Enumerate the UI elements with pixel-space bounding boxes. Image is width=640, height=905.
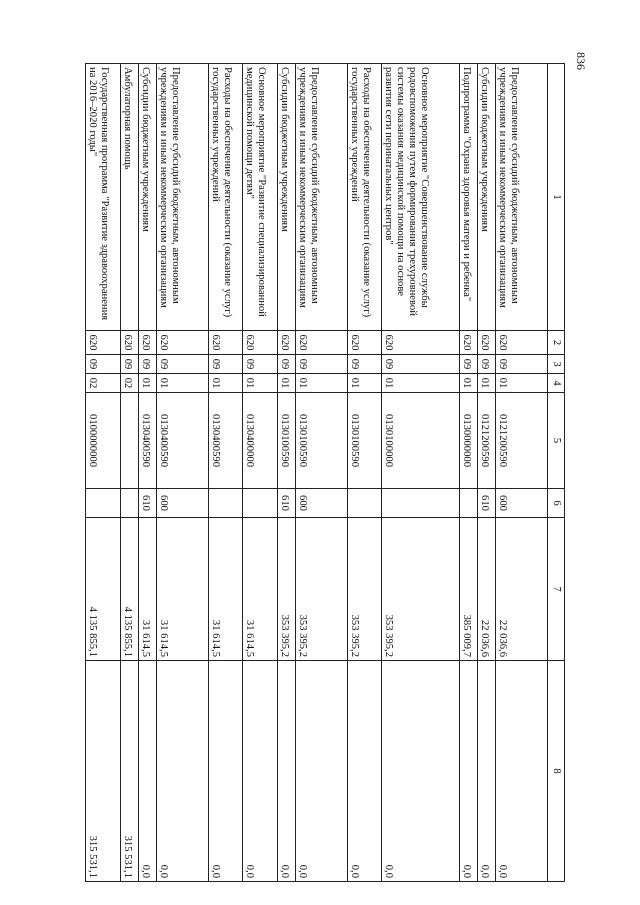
cell-c2: 620: [138, 331, 156, 355]
cell-c8: 0,0: [296, 661, 348, 882]
cell-c3: 09: [138, 355, 156, 374]
cell-c2: 620: [157, 331, 209, 355]
cell-c7: 353 395,2: [382, 518, 460, 661]
column-header: 6: [548, 489, 565, 518]
row-name-cell: Субсидии бюджетным учреждениям: [138, 64, 156, 331]
cell-c6: 600: [296, 489, 348, 518]
cell-c3: 09: [459, 355, 477, 374]
cell-c3: 09: [86, 355, 121, 374]
cell-c3: 09: [347, 355, 381, 374]
cell-c2: 620: [243, 331, 277, 355]
rotated-page: [85, 63, 565, 881]
cell-c5: 0130400000: [243, 393, 277, 489]
cell-c7: 385 009,7: [459, 518, 477, 661]
cell-c3: 09: [277, 355, 295, 374]
row-name-cell: Подпрограмма "Охрана здоровья матери и ребенка": [459, 64, 477, 331]
column-header: 8: [548, 661, 565, 882]
column-header: 7: [548, 518, 565, 661]
table-row: [86, 64, 121, 882]
cell-c8: 0,0: [459, 661, 477, 882]
cell-c5: 0130100590: [347, 393, 381, 489]
table-row: [478, 64, 496, 882]
cell-c3: 09: [243, 355, 277, 374]
cell-c8: 0,0: [478, 661, 496, 882]
cell-c3: 09: [120, 355, 138, 374]
table-row: [459, 64, 477, 882]
cell-c2: 620: [496, 331, 548, 355]
cell-c3: 09: [496, 355, 548, 374]
table-row: [382, 64, 460, 882]
row-name-cell: Субсидии бюджетным учреждениям: [478, 64, 496, 331]
cell-c7: 353 395,2: [277, 518, 295, 661]
table-row: [138, 64, 156, 882]
cell-c6: [208, 489, 242, 518]
cell-c5: 0130400590: [208, 393, 242, 489]
column-header: 5: [548, 393, 565, 489]
cell-c6: 600: [157, 489, 209, 518]
column-header: 2: [548, 331, 565, 355]
cell-c4: 01: [243, 374, 277, 393]
cell-c7: 353 395,2: [347, 518, 381, 661]
table-row: [157, 64, 209, 882]
cell-c5: 0130000000: [459, 393, 477, 489]
cell-c7: 4 135 855,1: [120, 518, 138, 661]
cell-c3: 09: [382, 355, 460, 374]
row-name-cell: Предоставление субсидий бюджетным, автономным учреждениям и иным некоммерческим организациям: [496, 64, 548, 331]
cell-c8: 315 531,1: [120, 661, 138, 882]
cell-c4: 01: [157, 374, 209, 393]
cell-c2: 620: [86, 331, 121, 355]
cell-c2: 620: [277, 331, 295, 355]
column-header: 3: [548, 355, 565, 374]
cell-c5: 0130100590: [296, 393, 348, 489]
cell-c2: 620: [120, 331, 138, 355]
cell-c8: 0,0: [277, 661, 295, 882]
row-name-cell: Основное мероприятие "Совершенствование службы родовспоможения путем формирования трехуровневой системы оказания медицинской помощи на основе развития сети перинатальных центров": [382, 64, 460, 331]
cell-c2: 620: [347, 331, 381, 355]
cell-c8: 0,0: [138, 661, 156, 882]
cell-c7: 22 036,6: [478, 518, 496, 661]
cell-c4: 01: [459, 374, 477, 393]
cell-c8: 0,0: [347, 661, 381, 882]
row-name-cell: Амбулаторная помощь: [120, 64, 138, 331]
cell-c6: 610: [478, 489, 496, 518]
cell-c2: 620: [208, 331, 242, 355]
cell-c4: 01: [277, 374, 295, 393]
cell-c5: 0121200590: [496, 393, 548, 489]
cell-c4: 01: [208, 374, 242, 393]
cell-c7: 31 614,5: [157, 518, 209, 661]
cell-c5: 0130100590: [277, 393, 295, 489]
table-row: [120, 64, 138, 882]
row-name-cell: Расходы на обеспечение деятельности (оказание услуг) государственных учреждений: [208, 64, 242, 331]
cell-c8: 0,0: [243, 661, 277, 882]
cell-c4: 01: [478, 374, 496, 393]
cell-c4: 01: [138, 374, 156, 393]
cell-c8: 0,0: [496, 661, 548, 882]
cell-c2: 620: [478, 331, 496, 355]
cell-c7: 4 135 855,1: [86, 518, 121, 661]
table-row: [277, 64, 295, 882]
row-name-cell: Предоставление субсидий бюджетным, автономным учреждениям и иным некоммерческим организациям: [296, 64, 348, 331]
cell-c6: 600: [496, 489, 548, 518]
cell-c2: 620: [296, 331, 348, 355]
cell-c6: [459, 489, 477, 518]
cell-c6: [382, 489, 460, 518]
cell-c3: 09: [296, 355, 348, 374]
cell-c3: 09: [478, 355, 496, 374]
cell-c6: 610: [277, 489, 295, 518]
cell-c4: 01: [496, 374, 548, 393]
cell-c4: 01: [347, 374, 381, 393]
cell-c6: [347, 489, 381, 518]
cell-c7: 353 395,2: [296, 518, 348, 661]
cell-c8: 0,0: [157, 661, 209, 882]
cell-c6: [86, 489, 121, 518]
row-name-cell: Государственная программа "Развитие здравоохранения на 2016–2020 годы": [86, 64, 121, 331]
table-header-row: [548, 64, 565, 882]
cell-c4: 02: [86, 374, 121, 393]
cell-c5: [120, 393, 138, 489]
table-row: [347, 64, 381, 882]
cell-c2: 620: [459, 331, 477, 355]
cell-c5: 0130400590: [157, 393, 209, 489]
row-name-cell: Субсидии бюджетным учреждениям: [277, 64, 295, 331]
cell-c6: [243, 489, 277, 518]
cell-c4: 02: [120, 374, 138, 393]
budget-table: [85, 63, 565, 882]
cell-c4: 01: [382, 374, 460, 393]
cell-c3: 09: [208, 355, 242, 374]
cell-c8: 0,0: [382, 661, 460, 882]
cell-c6: [120, 489, 138, 518]
cell-c5: 0130400590: [138, 393, 156, 489]
row-name-cell: Предоставление субсидий бюджетным, автономным учреждениям и иным некоммерческим организациям: [157, 64, 209, 331]
column-header: 4: [548, 374, 565, 393]
cell-c8: 0,0: [208, 661, 242, 882]
table-row: [243, 64, 277, 882]
table-row: [208, 64, 242, 882]
column-header: 1: [548, 64, 565, 331]
cell-c8: 315 531,1: [86, 661, 121, 882]
row-name-cell: Расходы на обеспечение деятельности (оказание услуг) государственных учреждений: [347, 64, 381, 331]
cell-c3: 09: [157, 355, 209, 374]
cell-c6: 610: [138, 489, 156, 518]
table-row: [296, 64, 348, 882]
cell-c5: 0130100000: [382, 393, 460, 489]
cell-c2: 620: [382, 331, 460, 355]
table-row: [496, 64, 548, 882]
cell-c7: 31 614,5: [208, 518, 242, 661]
cell-c7: 22 036,6: [496, 518, 548, 661]
cell-c7: 31 614,5: [243, 518, 277, 661]
cell-c5: 0100000000: [86, 393, 121, 489]
cell-c4: 01: [296, 374, 348, 393]
cell-c7: 31 614,5: [138, 518, 156, 661]
cell-c5: 0121200590: [478, 393, 496, 489]
row-name-cell: Основное мероприятие "Развитие специализированной медицинской помощи детям": [243, 64, 277, 331]
page-number: 836: [574, 52, 588, 70]
